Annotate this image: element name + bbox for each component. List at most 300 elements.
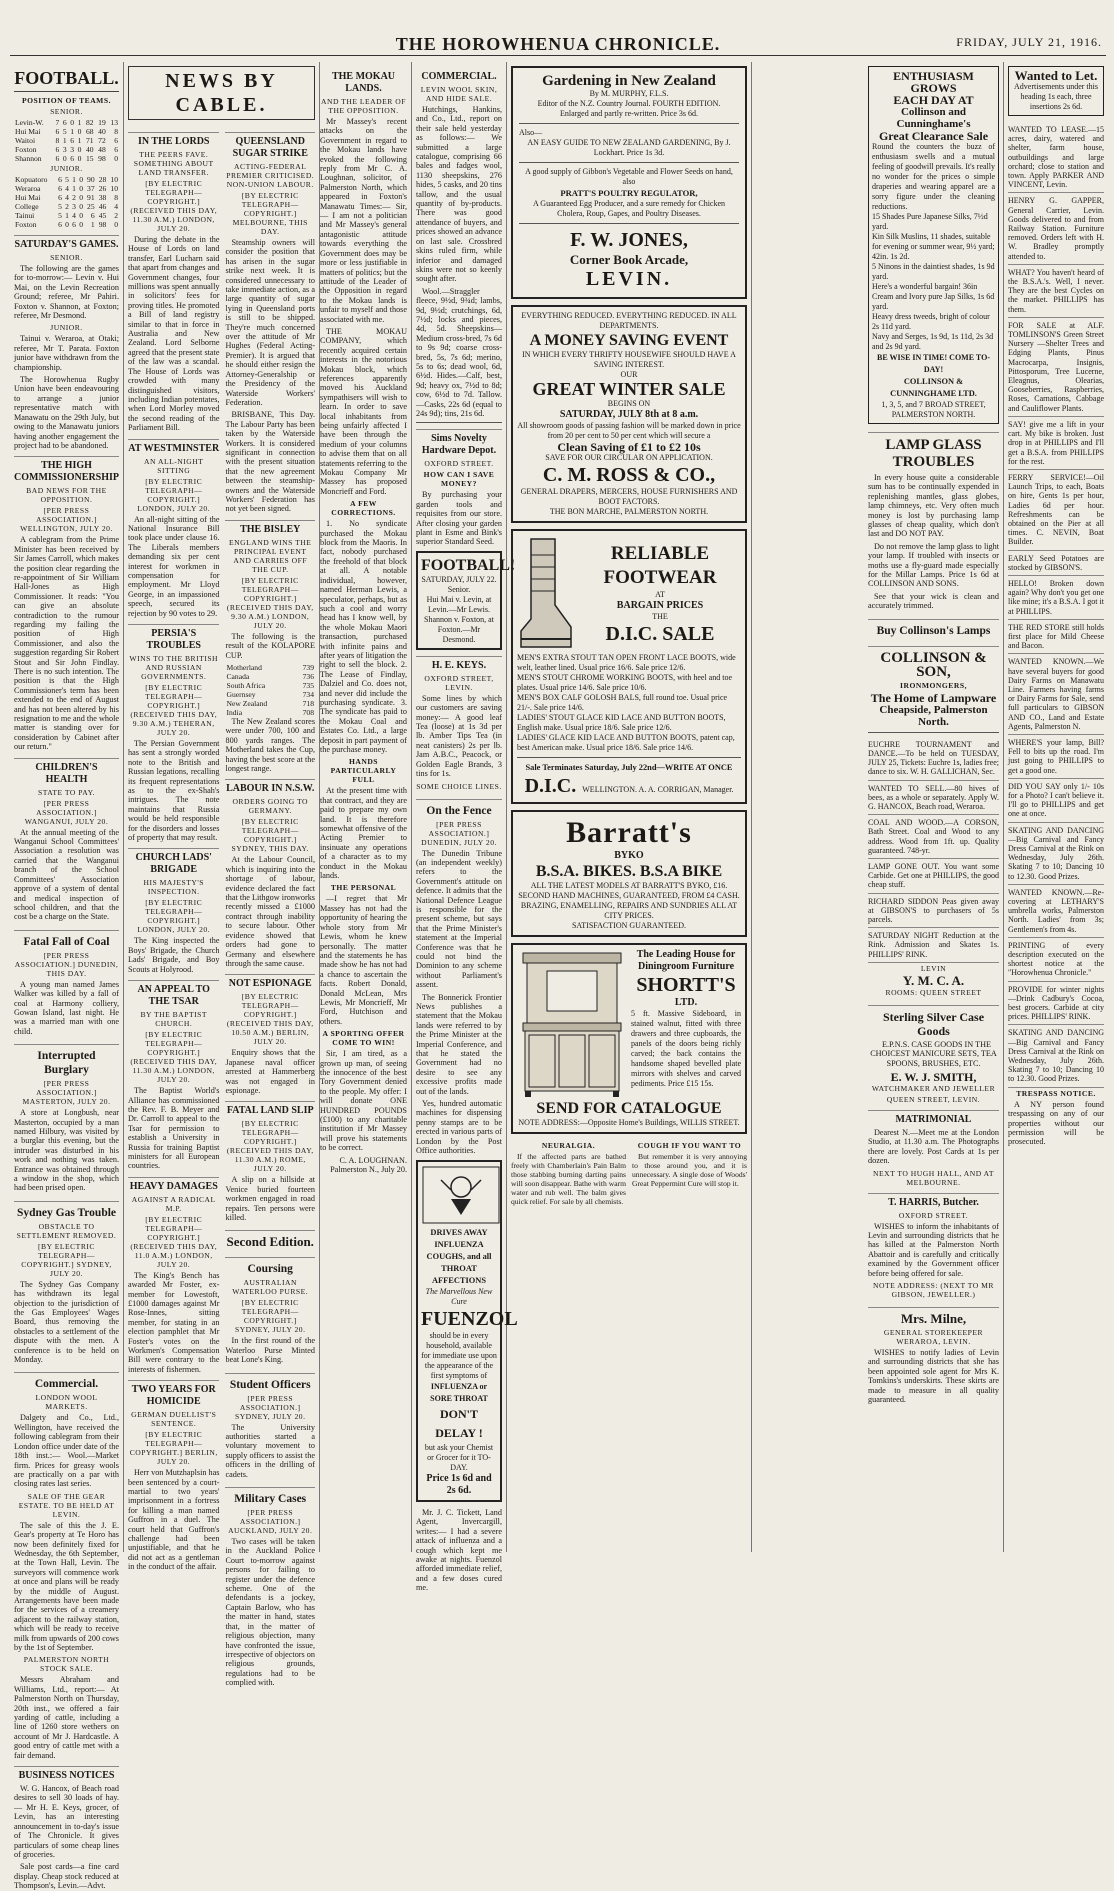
- column-display-ads: [507, 62, 752, 1552]
- labour-byline: [BY ELECTRIC TELEGRAPH—COPYRIGHT.] SYDNEY, THIS DAY.: [231, 817, 309, 854]
- classified-ad: HENRY G. GAPPER, General Carrier, Levin. Goods delivered to and from Railway Station. Furniture removed. Orders left with H. W. Bradley promptly attended to.: [1008, 193, 1104, 264]
- fuenzol-price: Price 1s 6d and 2s 6d.: [426, 1472, 492, 1496]
- fuenzol-marvellous: The Marvellous New Cure: [425, 1286, 493, 1306]
- table-cell: 3: [62, 145, 67, 154]
- table-cell: Kopuatoro: [15, 175, 48, 184]
- smith-trade: WATCHMAKER AND JEWELLER: [871, 1083, 996, 1093]
- damages-byline: [BY ELECTRIC TELEGRAPH—COPYRIGHT.] (RECEIVED THIS DAY, 11.0 A.M.) LONDON, JULY 20.: [130, 1214, 218, 1269]
- ross-bon: THE BON MARCHE, PALMERSTON NORTH.: [549, 507, 709, 516]
- jones-town: LEVIN.: [585, 268, 673, 290]
- table-cell: 10: [110, 184, 118, 193]
- stock-text: Messrs Abraham and Williams, Ltd., report:— At Palmerston North on Thursday, 20th inst., we offered a fair yarding of cattle, including a line of 1260 store wethers on account of Mr J. Hardcastle. A good entry of cattle met with a fair demand.: [14, 1675, 119, 1760]
- ch-byline: [PER PRESS ASSOCIATION.] WANGANUI, JULY 20.: [24, 798, 109, 826]
- second-edition: Second Edition.: [225, 1230, 315, 1249]
- dic-terminates: Sale Terminates Saturday, July 22nd—WRITE AT ONCE: [525, 763, 733, 772]
- barratt-bsa: B.S.A. BIKES. B.S.A BIKE: [535, 863, 723, 880]
- football-ad: [416, 551, 516, 650]
- table-cell: 2: [72, 193, 76, 202]
- table-cell: 25: [87, 202, 95, 211]
- matrimonial-text: Dearest N.—Meet me at the London Studio, at 11.30 a.m. The Photographs there are lovely. Post Cards at 1s per dozen.: [868, 1127, 999, 1166]
- gardening-easy: AN EASY GUIDE TO NEW ZEALAND GARDENING, By J. Lockhart. Price 1s 3d.: [527, 138, 731, 157]
- dic-bargain: BARGAIN PRICES: [616, 600, 704, 611]
- table-cell: 6: [114, 145, 118, 154]
- shortt-name: SHORTT'S: [636, 974, 736, 996]
- table-cell: 0: [79, 175, 83, 184]
- collinson-firm: COLLINSON & CUNNINGHAME LTD.: [890, 377, 977, 398]
- dic-item: LADIES' GLACE KID LACE AND BUTTON BOOTS, patent cap, best American make. Usual price 18/6. Sale price 14/6.: [517, 733, 735, 752]
- gear-sub: SALE OF THE GEAR ESTATE. TO BE HELD AT LEVIN.: [18, 1491, 115, 1519]
- lamp-text: In every house quite a considerable sum has to be continually expended in replenishing mantles, glass globes, lamp chimneys, etc. Very often much money is lost by purchasing lamp glasses of cheap quality, which don't last and DO NOT PAY.: [868, 473, 999, 539]
- collinson-text: Round the counters the buzz of enthusiasm swells and a mutual feeling of goodwill prevails. It's really no wonder for the prices o simple draperies and wearing apparel are a sorry figure under the cleaning reductions.: [872, 142, 995, 211]
- keys-address: OXFORD STREET, LEVIN.: [424, 673, 494, 692]
- gardening-edition: Editor of the N.Z. Country Journal. FOURTH EDITION.: [537, 99, 721, 108]
- sons-name: COLLINSON & SON,: [868, 646, 999, 679]
- boot-icon: [517, 535, 575, 653]
- lords-text: During the debate in the House of Lords on land transfer, Earl Lucharn said that apart from changes and Government changes, four millions was spent annually in solicitors' fees for proving titles. He promoted a Bill of land registry similar to that in force in Australia and New Zealand. Lord Selborne agreed that the present state of the law was a scandal. The House of Lords was crowded with many distinguished visitors, including Indian potentates, when Lord Morley moved the second reading of the Parliament Bill.: [128, 235, 220, 433]
- table-cell: 6: [55, 127, 60, 136]
- table-cell: 1: [77, 136, 82, 145]
- levin-label: LEVIN: [920, 963, 947, 973]
- collinson-buy: BE WISE IN TIME! COME TO-DAY!: [877, 353, 990, 374]
- classified-ad: SKATING AND DANCING—Big Carnival and Fancy Dress Carnival at the Rink on Wednesday, July 26th. Skating 7 to 10; Dancing 10 to 12.30. Good Prizes.: [1008, 1025, 1104, 1087]
- senior-row: [14, 127, 119, 136]
- collinson-name: Collinson and Cunninghame's: [896, 106, 971, 130]
- collinson-item: Navy and Serges, 1s 9d, 1s 11d, 2s 3d and 2s 9d yard.: [872, 332, 994, 351]
- senior-table: [14, 118, 119, 163]
- gas-byline: [BY ELECTRIC TELEGRAPH—COPYRIGHT.] SYDNEY, JULY 20.: [21, 1241, 112, 1278]
- gardening-pratts2: A Guaranteed Egg Producer, and a sure remedy for Chicken Cholera, Roup, Gapes, and Poultry Diseases.: [532, 199, 726, 218]
- smith-address: QUEEN STREET, LEVIN.: [886, 1094, 981, 1104]
- student-byline: [PER PRESS ASSOCIATION.] SYDNEY, JULY 20.: [234, 1393, 306, 1421]
- football-heading: FOOTBALL.: [14, 68, 119, 92]
- dic-headline2: FOOTWEAR: [603, 567, 717, 588]
- table-cell: 0: [79, 211, 83, 220]
- bn-heading: BUSINESS NOTICES: [14, 1766, 119, 1782]
- barratt-byko: BYKO: [614, 850, 644, 861]
- silver-text: E.P.N.S. CASE GOODS IN THE CHOICEST MANICURE SETS, TEA SPOONS, BRUSHES, ETC.: [870, 1039, 997, 1068]
- table-cell: 0: [79, 220, 83, 229]
- table-cell: New Zealand: [226, 699, 268, 708]
- markets-sub: LONDON WOOL MARKETS.: [35, 1393, 98, 1412]
- coursing-text: In the first round of the Waterloo Purse Minted beat Lone's King.: [225, 1336, 315, 1365]
- table-cell: 708: [302, 708, 314, 717]
- junior-row: [14, 184, 119, 193]
- table-cell: 15: [85, 154, 94, 163]
- matrimonial-heading: MATRIMONIAL: [868, 1110, 999, 1126]
- student-text: The University authorities started a voluntary movement to supply officers to assist the officers in the drilling of cadets.: [225, 1422, 315, 1479]
- hardware-save: HOW CAN I SAVE MONEY?: [423, 470, 495, 489]
- classified-ad: THE RED STORE still holds first place for Mild Cheese and Bacon.: [1008, 620, 1104, 655]
- ross-text: All showroom goods of passing fashion will be marked down in price from 20 per cent to 50 per cent which will secure a: [517, 421, 741, 440]
- table-cell: 1: [77, 118, 82, 127]
- classified-ad: WHERE'S your lamp, Bill? Fell to bits up the road. I'm just going to PHILLIPS to get a good one.: [1008, 735, 1104, 779]
- gardening-author: By M. MURPHY, F.L.S.: [589, 89, 669, 98]
- table-cell: Hui Mai: [15, 127, 41, 136]
- collinson-headline2: EACH DAY AT: [893, 93, 974, 107]
- classified-ad: EARLY Seed Potatoes are stocked by GIBSON'S.: [1008, 551, 1104, 576]
- shortt-ad: [511, 943, 747, 1134]
- bisley-text2: The New Zealand scores were under 700, 100 and 800 yards ranges. The Motherland takes the Cup, having the best score at the longest range.: [225, 717, 315, 774]
- sons-home: The Home of Lampware: [870, 690, 997, 705]
- tsar-byline: [BY ELECTRIC TELEGRAPH—COPYRIGHT.] (RECEIVED THIS DAY, 11.30 A.M.) LONDON, JULY 20.: [130, 1030, 218, 1085]
- table-cell: 8: [55, 136, 60, 145]
- table-cell: 0: [70, 118, 74, 127]
- bisley-row: [225, 681, 315, 690]
- table-cell: Waitoi: [15, 136, 36, 145]
- lords-byline: [BY ELECTRIC TELEGRAPH—COPYRIGHT.] (RECEIVED THIS DAY, 11.30 A.M.) LONDON, JULY 20.: [130, 179, 218, 233]
- table-cell: 6: [70, 154, 74, 163]
- collinson-headline1: ENTHUSIASM GROWS: [893, 69, 974, 95]
- table-cell: 1: [65, 211, 69, 220]
- commercial-text: Hutchings, Hankins, and Co., Ltd., report on their sale held yesterday as follows:— We submitted a large catalogue, comprising 66 bales and fadges wool, 1130 sheepskins, 276 hides, 5 casks, and 20 tins tallow, and the usual quantity of by-products. There was good attendance of buyers, and prices showed an advance on last sale. Crossbred skins ruled firm, while inferior and damaged skins were not so keenly sought after.: [416, 105, 502, 284]
- gas-heading: Sydney Gas Trouble: [14, 1201, 119, 1220]
- table-cell: 6: [90, 211, 95, 220]
- junior-row: [14, 175, 119, 184]
- espionage-text: Enquiry shows that the Japanese naval officer arrested at Hammerberg was not engaged in espionage.: [225, 1048, 315, 1095]
- fall-text: A young man named James Walker was killed by a fall of coal at Harmony colliery, Gowan Island, last night. He was a married man with one child.: [14, 979, 119, 1036]
- hands-text: At the present time with that contract, and they are paid to prepare my own land. It is therefore somewhat offensive of the Acting Premier to insinuate any operations of a character as to my conduct in the Mokau lands.: [320, 786, 407, 881]
- table-cell: 0: [114, 154, 118, 163]
- espionage-heading: NOT ESPIONAGE: [225, 974, 315, 990]
- keys-choice: SOME CHOICE LINES.: [416, 781, 502, 791]
- commercial-sub: LEVIN WOOL SKIN, AND HIDE SALE.: [420, 85, 498, 103]
- fuenzol-symptoms: INFLUENZA or SORE THROAT: [430, 1381, 488, 1403]
- ross-our: OUR: [620, 370, 638, 379]
- trespass-heading: TRESPASS NOTICE.: [1016, 1088, 1096, 1098]
- gardening-title: Gardening in New Zealand: [542, 73, 716, 89]
- classified-ad: WHAT? You haven't heard of the B.S.A.'s. Well, I never. They are the best Cycles on the market. PHILLIPS has them.: [1008, 265, 1104, 318]
- mokau-text: Mr Massey's recent attacks on the Government in regard to the Mokau lands have evoked the following reply from Mr C. A. Loughnan, solicitor, of Palmerston North, which appeared in Foxton's Manawatu Times:— Sir,— I am not a politician and Mr Massey's general antagonistic attitude towards everything the Government does may be more or less justifiable in matters of politics; but the attitude of the Leader of the Opposition in regard to the Mokau lands is unfair to myself and those associated with me.: [320, 117, 407, 324]
- table-cell: 1: [70, 127, 74, 136]
- classified-ad: SAY! give me a lift in your cart. My bike is broken. Just drop in at PHILLIPS and I'll get a B.S.A. from PHILLIPS for the rest.: [1008, 417, 1104, 470]
- brigade-sub: HIS MAJESTY'S INSPECTION.: [143, 878, 204, 897]
- bisley-row: [225, 672, 315, 681]
- table-cell: 98: [98, 154, 106, 163]
- ch-heading: CHILDREN'S HEALTH: [14, 758, 119, 786]
- homicide-heading: TWO YEARS FOR HOMICIDE: [128, 1380, 219, 1408]
- sugar-sub: ACTING-FEDERAL PREMIER CRITICISED. NON-UNION LABOUR.: [226, 162, 315, 189]
- table-cell: Hui Mai: [15, 193, 41, 202]
- dic-item: MEN'S BOX CALF GOLOSH BALS, full round toe. Usual price 21/-. Sale price 14/6.: [517, 693, 728, 712]
- junior-row: [14, 202, 119, 211]
- westminster-text: An all-night sitting of the National Insurance Bill took place under clause 16. The Liberals members demanding six per cent interest for workmen in compensation for employment. Mr Lloyd George, in an impassioned speech, secured its rejection by 90 votes to 29.: [128, 514, 220, 618]
- table-cell: 0: [79, 202, 83, 211]
- tsar-heading: AN APPEAL TO THE TSAR: [128, 980, 219, 1008]
- burglary-heading: Interrupted Burglary: [14, 1044, 119, 1077]
- damages-heading: HEAVY DAMAGES: [128, 1177, 219, 1193]
- table-cell: 46: [98, 202, 107, 211]
- hardware-text: By purchasing your garden tools and requisites from our store. After closing your garden plant in Esme and Bink's superior Standard Seed.: [416, 490, 502, 547]
- saturday-heading: SATURDAY'S GAMES.: [14, 235, 119, 251]
- table-cell: South Africa: [226, 681, 266, 690]
- lamp-heading: LAMP GLASS TROUBLES: [868, 432, 999, 471]
- labour-heading: LABOUR IN N.S.W.: [225, 779, 315, 795]
- classified-list: [1008, 122, 1104, 1088]
- lamp-text2: Do not remove the lamp glass to light your lamp. If troubled with insects or moths use a fly-guard made especially for the Millar Lamps. Price 1s 6d at COLLINSON AND SONS.: [868, 541, 999, 589]
- newspaper-title: THE HOROWHENUA CHRONICLE.: [395, 34, 721, 54]
- fuenzol-headline: DRIVES AWAY INFLUENZA COUGHS, and all THROAT AFFECTIONS: [426, 1227, 492, 1285]
- mokau-sub: AND THE LEADER OF THE OPPOSITION.: [321, 97, 406, 115]
- milne-name: Mrs. Milne,: [868, 1307, 999, 1326]
- burglary-text: A store at Longbush, near Masterton, occupied by a man named Hilbury, was visited by a burglar this evening, but the intruder was disturbed in his work and nothing was taken. Entrance was obtained through a window in the shop, which had been prised open.: [14, 1108, 119, 1193]
- table-cell: 735: [302, 681, 314, 690]
- stock-sub: PALMERSTON NORTH STOCK SALE.: [23, 1655, 110, 1674]
- table-cell: 6: [70, 136, 74, 145]
- classified-ad: WANTED TO LEASE.—15 acres, dairy, watered and shelter, farm house, outbuildings and large orchard; close to station and town. Apply PARKER AND VINCENT, Levin.: [1008, 122, 1104, 193]
- trespass-text: A NY person found trespassing on any of our properties without our permission will be prosecuted.: [1008, 1099, 1104, 1147]
- table-cell: 1: [62, 136, 67, 145]
- column-classifieds: [1004, 62, 1108, 1552]
- dic-the: THE: [652, 612, 668, 621]
- fuenzol-ask: but ask your Chemist or Grocer for it TO-DAY.: [424, 1442, 494, 1472]
- table-cell: 3: [70, 145, 74, 154]
- table-cell: College: [15, 202, 39, 211]
- table-cell: Motherland: [226, 663, 262, 672]
- gardening-also: Also—: [519, 128, 543, 137]
- classified-ad: DID YOU SAY only 1/- 10s for a Photo? I can't believe it. I'll go to PHILLIPS and get one at once.: [1008, 779, 1104, 823]
- landslip-text: A slip on a hillside at Venice buried fourteen workmen engaged in road repairs. Ten persons were killed.: [225, 1175, 315, 1222]
- hands-heading: HANDS PARTICULARLY FULL: [330, 757, 397, 785]
- table-cell: 736: [302, 672, 314, 681]
- saturday-junior-text: Tainui v. Weraroa, at Otaki; referee, Mr T. Parata. Foxton junior have withdrawn from the championship.: [14, 334, 119, 372]
- jones-sub: Corner Book Arcade,: [569, 252, 689, 267]
- junior-label: JUNIOR.: [50, 164, 83, 173]
- table-cell: 37: [87, 184, 95, 193]
- ross-ad: [511, 305, 747, 523]
- table-cell: 7: [55, 118, 60, 127]
- hc-byline: [PER PRESS ASSOCIATION.] WELLINGTON, JULY 20.: [20, 506, 113, 534]
- commercial-heading-2: COMMERCIAL.: [421, 71, 497, 82]
- dic-headline1: RELIABLE: [610, 543, 710, 564]
- westminster-sub: AN ALL-NIGHT SITTING: [144, 456, 204, 475]
- harris-street: OXFORD STREET.: [898, 1210, 969, 1220]
- column-mokau: [316, 62, 412, 1552]
- ch-text: At the annual meeting of the Wanganui School Committees' Association a resolution was carried that the Wanganui branch of the School Committees' Association approve of a system of dental and medical inspection of school children, and that the cost be a charge on the State.: [14, 827, 119, 922]
- barratt-text: ALL THE LATEST MODELS AT BARRATT'S BYKO, £16. SECOND HAND MACHINES, GUARANTEED, FROM £4 CASH. BRAZING, ENAMELLING, REPAIRS AND SUNDRIES ALL AT CITY PRICES.: [518, 881, 740, 920]
- damages-text: The King's Bench has awarded Mr Foster, ex-member for Lowestoft, £1000 damages against Mr Rose-Innes, sitting member, for stating in an election pamphlet that Mr Foster's votes on the Workmen's Compensation Bill were contrary to the interests of fishermen.: [128, 1270, 220, 1374]
- milne-trade: GENERAL STOREKEEPER WERAROA, LEVIN.: [883, 1328, 984, 1347]
- table-cell: 0: [65, 220, 69, 229]
- ross-sub: IN WHICH EVERY THRIFTY HOUSEWIFE SHOULD HAVE A SAVING INTEREST.: [522, 350, 736, 369]
- commercial-prices: Wool.—Straggler fleece, 9½d, 9¾d; lambs, 9d, 9½d; crutchings, 6d, 7½d; locks and pieces, 4d, 5d. Sheepskins—Medium cross-bred, 7s 6d to 9s 9d; coarse cross-bred, 5s, 7s 6d; merino, 5s to 6s; dead wool, 6d, 6½d. Hides.—Calf, best, 9d; heavy ox, 7½d to 8d; cow, 6½d to 7d. Tallow.—Casks, 22s 6d (equal to 24s 9d); tins, 21s 6d.: [416, 286, 502, 418]
- saturday-text: The following are the games for to-morrow:— Levin v. Hui Mai, on the Levin Recreation Ground; referee, Mr Pahiri. Foxton v. Shannon, at Foxton; referee, Mr Desmond.: [14, 264, 119, 321]
- fence-heading: On the Fence: [416, 799, 502, 818]
- ymca-rooms: ROOMS: QUEEN STREET: [885, 987, 982, 997]
- damages-sub: AGAINST A RADICAL M.P.: [131, 1194, 216, 1213]
- table-cell: 718: [302, 699, 314, 708]
- classified-ad: FERRY SERVICE!—Oil Launch Trips, to each, Boats on hire, Gents 1s per hour, Ladies 6d per hour. Refreshments can be obtained on the Pier at all times. C. NEVIN, Boat Builder.: [1008, 470, 1104, 551]
- military-text: Two cases will be taken in the Auckland Police Court to-morrow against persons for failing to register under the defence scheme. One of the defendants is a jockey, Captain Barlow, who has the matter in hand, states that, in the matter of religious objection, many have confronted the issue, irrespective of objectors on religious grounds, regulations had to be complied with.: [225, 1537, 315, 1688]
- coursing-byline: [BY ELECTRIC TELEGRAPH—COPYRIGHT.] SYDNEY, JULY 20.: [234, 1298, 306, 1335]
- dic-sale: D.I.C. SALE: [605, 623, 715, 645]
- siddon-ad: RICHARD SIDDON Peas given away at GIBSON'S to purchasers of 5s parcels.: [868, 894, 999, 929]
- dic-ad: [511, 529, 747, 804]
- table-cell: 739: [302, 663, 314, 672]
- collinson-items: [872, 212, 995, 352]
- table-cell: 5: [65, 175, 69, 184]
- personal-heading: THE PERSONAL: [330, 883, 397, 893]
- issue-date: FRIDAY, JULY 21, 1916.: [956, 35, 1102, 49]
- table-cell: 0: [77, 145, 82, 154]
- column-football: [10, 62, 124, 1891]
- wanted-sell-ad: WANTED TO SELL.—80 hives of bees, as a whole or separately. Apply W. G. HANCOX, Beach road, Weraroa.: [868, 781, 999, 816]
- barratt-guarantee: SATISFACTION GUARANTEED.: [571, 921, 687, 930]
- dic-address: WELLINGTON. A. A. CORRIGAN, Manager.: [582, 785, 734, 794]
- dic-at: AT: [655, 590, 665, 599]
- ross-circular: SAVE FOR OUR CIRCULAR ON APPLICATION.: [545, 453, 713, 462]
- ross-begins: BEGINS ON: [607, 399, 651, 408]
- persia-byline: [BY ELECTRIC TELEGRAPH—COPYRIGHT.] (RECEIVED THIS DAY, 9.30 A.M.) TEHERAN, JULY 20.: [130, 683, 218, 737]
- gardening-seeds: A good supply of Gibbon's Vegetable and Flower Seeds on hand, also: [525, 167, 733, 186]
- table-cell: 28: [98, 175, 107, 184]
- bisley-row: [225, 699, 315, 708]
- lords-heading: IN THE LORDS: [128, 132, 219, 148]
- dic-item: LADIES' STOUT GLACE KID LACE AND BUTTON BOOTS, English make. Usual price 18/6. Sale price 12/6.: [517, 713, 726, 732]
- bisley-text: The following is the result of the KOLAPORE CUP.: [225, 631, 315, 660]
- table-cell: 3: [72, 202, 76, 211]
- collinson-item: Kin Silk Muslins, 11 shades, suitable for evening or summer wear, 9½ yard; 42in. 1s 2d.: [872, 232, 995, 261]
- table-cell: 0: [114, 220, 118, 229]
- labour-sub: ORDERS GOING TO GERMANY.: [232, 797, 309, 816]
- cable-banner: NEWS BY CABLE.: [128, 66, 315, 120]
- table-cell: 4: [114, 202, 118, 211]
- bisley-row: [225, 690, 315, 699]
- sugar-heading: QUEENSLAND SUGAR STRIKE: [225, 132, 315, 160]
- bisley-sub: ENGLAND WINS THE PRINCIPAL EVENT AND CARRIES OFF THE CUP.: [229, 537, 312, 574]
- fuenzol-name: FUENZOL: [421, 1307, 518, 1330]
- bisley-row: [225, 708, 315, 717]
- rink-ad: SATURDAY NIGHT Reduction at the Rink. Admission and Skates 1s. PHILLIPS' RINK.: [868, 928, 999, 963]
- commercial-heading: Commercial.: [14, 1372, 119, 1391]
- bisley-heading: THE BISLEY: [225, 520, 315, 536]
- dic-item: MEN'S STOUT CHROME WORKING BOOTS, with heel and toe plates. Usual price 14/6. Sale price 10/6.: [517, 673, 732, 692]
- tsar-sub: BY THE BAPTIST CHURCH.: [140, 1010, 207, 1029]
- hardware-street: OXFORD STREET.: [424, 459, 494, 469]
- sugar-text: Steamship owners will consider the position that has arisen in the sugar strike next week. It is considered unnecessary to take immediate action, as a large quantity of sugar lying in Queensland ports is still to be shipped. They're much concerned over the attitude of Mr Hughes (Federal Acting-Premier). It is argued that he should either resign the Attorney-Generalship or the Presidency of the Waterside Workers' Federation.: [225, 238, 315, 407]
- senior-row: [14, 154, 119, 163]
- sons-address: Cheapside, Palmerston North.: [879, 703, 988, 728]
- landslip-heading: FATAL LAND SLIP: [225, 1101, 315, 1117]
- table-cell: 6: [55, 154, 60, 163]
- table-cell: 6: [58, 175, 62, 184]
- table-cell: 6: [114, 136, 118, 145]
- harris-text: WISHES to inform the inhabitants of Levin and surrounding districts that he has killed at the Palmerston North Abattoir and is carefully and critically examined by the Government officer before being offered for sale.: [868, 1221, 999, 1278]
- table-cell: 6: [55, 145, 60, 154]
- table-cell: 6: [72, 220, 76, 229]
- bisley-byline: [BY ELECTRIC TELEGRAPH—COPYRIGHT.] (RECEIVED THIS DAY, 9.30 A.M.) LONDON, JULY 20.: [226, 575, 314, 630]
- classified-ad: SKATING AND DANCING—Big Carnival and Fancy Dress Carnival at the Rink on Wednesday, July 26th. Skating 7 to 10; Dancing 10 to 12.30. Good Prizes.: [1008, 823, 1104, 885]
- table-cell: 26: [98, 184, 107, 193]
- lamp-gone-ad: LAMP GONE OUT. You want some Carbide. Get one at PHILLIPS, the good cheap stuff.: [868, 859, 999, 894]
- table-cell: 8: [114, 127, 118, 136]
- persia-sub: WINS TO THE BRITISH AND RUSSIAN GOVERNMENTS.: [129, 654, 219, 681]
- table-cell: 5: [58, 211, 62, 220]
- collinson-item: Heavy dress tweeds, bright of colour 2s 11d yard.: [872, 312, 990, 331]
- position-heading: POSITION OF TEAMS.: [22, 96, 111, 105]
- bn-text: W. G. Hancox, of Beach road desires to sell 30 loads of hay.— Mr H. E. Keys, grocer, of Levin, has an interesting announcement in to-day's issue of The Chronicle. It gives particulars of some cheap lines of groceries.: [14, 1784, 119, 1859]
- jones-name: F. W. JONES,: [570, 229, 688, 251]
- corrections-text: 1. No syndicate purchased the Mokau block from the Maoris. In fact, nobody purchased the freehold of that block at all. A notable individual, however, named Herman Lewis, a speculator, perhaps, but as such a cool and worry head has I know well, by the whole Mokau Maori transaction, purchased with infinite pains and after years of litigation the right to sell the block. 2. The Lease of Findlay, Dalziel and Co. does not, and never did include the purchasing syndicate. 3. The syndicate has paid to the Mokau Coal and Estates Co. Ltd., a large deposit in part payment of the purchase money.: [320, 519, 407, 754]
- classified-ad: FOR SALE at ALF. TOMLINSON'S Green Street Nursery —Shelter Trees and Edging Plants, Pinus Macrocarpa, Insignis, Pittosporum, Tree Lucerne, Eleagnus, Olearias, Gooseberries, Raspberries, Roses, Carnations, Cabbage and Cauliflower Plants.: [1008, 318, 1104, 417]
- collinson-address: 1, 3, 5, and 7 BROAD STREET, PALMERSTON NORTH.: [881, 400, 986, 419]
- dic-item: MEN'S EXTRA STOUT TAN OPEN FRONT LACE BOOTS, wide welt, leather lined. Usual price 16/6. Sale price 12/6.: [517, 653, 736, 672]
- table-cell: 2: [65, 202, 69, 211]
- shortt-send: SEND FOR CATALOGUE: [536, 1100, 722, 1117]
- football-ad-title: FOOTBALL!: [421, 556, 516, 574]
- table-cell: 98: [98, 220, 107, 229]
- smith-name: E. W. J. SMITH,: [890, 1069, 977, 1084]
- table-cell: 1: [72, 175, 76, 184]
- ross-sale: GREAT WINTER SALE: [532, 379, 726, 399]
- fuenzol-testimonial: Mr. J. C. Tickett, Land Agent, Invercargill, writes:— I had a severe attack of influenza and a cough which kept me awake at nights. Fuenzol afforded immediate relief, and a few doses cured me.: [416, 1507, 502, 1593]
- table-cell: 4: [65, 193, 69, 202]
- table-cell: 6: [62, 118, 67, 127]
- sons-trade: IRONMONGERS,: [900, 680, 967, 690]
- brigade-heading: CHURCH LADS' BRIGADE: [128, 848, 219, 876]
- sugar-text2: BRISBANE, This Day. The Labour Party has been taken by the Waterside Workers. It is considered significant in connection with the present situation that the new agreement between the steamship-owners and the Waterside Workers' Federation has not yet been signed.: [225, 410, 315, 514]
- milne-text: WISHES to notify ladies of Levin and surrounding districts that she has been appointed sole agent for Mrs K. Tomkins's underskirts. These skirts are made to measure in all quality guaranteed.: [868, 1348, 999, 1405]
- wanted-heading: Wanted to Let.: [1014, 68, 1098, 83]
- hc-sub: BAD NEWS FOR THE OPPOSITION.: [26, 486, 107, 505]
- table-cell: 13: [110, 118, 118, 127]
- saturday-rugby: The Horowhenua Rugby Union have been endeavouring to arrange a junior representative match with Manawatu on the 29th July, but owing to the Manawatu juniors having another engagement the project had to be abandoned.: [14, 375, 119, 450]
- table-cell: 71: [85, 136, 94, 145]
- table-cell: 19: [98, 118, 106, 127]
- table-cell: 734: [302, 690, 314, 699]
- ross-headline: A MONEY SAVING EVENT: [529, 332, 729, 349]
- sideboard-icon: [517, 949, 627, 1099]
- ross-clean: Clean Saving of £1 to £2 10s: [557, 440, 701, 454]
- classified-ad: WANTED KNOWN.—Re-covering at LETHARY'S umbrella works, Palmerston North. Ladies' from 3s; Gentlemen's from 4s.: [1008, 885, 1104, 938]
- table-cell: 4: [72, 211, 76, 220]
- table-cell: Guernsey: [226, 690, 256, 699]
- bisley-row: [225, 663, 315, 672]
- collinson-item: 5 Ninons in the daintiest shades, 1s 9d yard.: [872, 262, 995, 281]
- labour-text: At the Labour Council, which is inquiring into the shortage of labour, evidence declared the fact that the Lithgow ironworks recently missed a £1000 contract through inability to secure labour. Other evidence showed that orders had gone to Germany and elsewhere through the same cause.: [225, 855, 315, 968]
- football-ad-sub: Senior.: [447, 584, 471, 594]
- persia-heading: PERSIA'S TROUBLES: [128, 624, 219, 652]
- senior-row: [14, 136, 119, 145]
- table-cell: 5: [62, 127, 67, 136]
- masthead: [10, 34, 1106, 56]
- homicide-byline: [BY ELECTRIC TELEGRAPH—COPYRIGHT.] BERLIN, JULY 20.: [129, 1430, 218, 1467]
- bn-footer: Sale post cards—a fine card display. Cheap stock reduced at Thompson's, Levin.—Advt.: [14, 1862, 119, 1891]
- fuenzol-household: should be in every household, available for immediate use upon the appearance of the first symptoms of: [421, 1330, 497, 1380]
- table-cell: 38: [98, 193, 107, 202]
- table-cell: 6: [58, 220, 62, 229]
- saturday-senior: SENIOR.: [50, 253, 83, 262]
- mokau-text2: THE MOKAU COMPANY, which recently acquired certain interests in the notorious Mokau block, which references apparently moved his Auckland sympathisers will wish to learn. In order to save local inhabitants from being unfairly affected I have been through the medium of your columns to advise them that on all statements referring to the Mokau Company Mr Massey has proposed Moncrieff and Ford.: [320, 326, 407, 496]
- classified-ad: WANTED KNOWN.—We have several buyers for good Dairy Farms on Manawatu Line. Farmers having farms or Dairy Farms for Sale, send full particulars to GIBSON AND CO., Land and Estate Agents, Palmerston N.: [1008, 654, 1104, 735]
- junior-row: [14, 211, 119, 220]
- senior-label: SENIOR.: [50, 107, 83, 116]
- table-cell: 10: [110, 175, 118, 184]
- ymca-label: Y. M. C. A.: [902, 972, 965, 988]
- shortt-text: 5 ft. Massive Sideboard, in stained walnut, fitted with three drawers and three cupboards, the panels of the doors being richly carved; the back contains the handsome shaped bevelled plate mirrors with shelves and carved pediments. Price £15 15s.: [631, 1009, 741, 1088]
- lamp-text3: See that your wick is clean and accurately trimmed.: [868, 591, 999, 611]
- football-ad-matches: Hui Mai v. Levin, at Levin.—Mr Lewis. Shannon v. Foxton, at Foxton.—Mr Desmond.: [424, 594, 494, 644]
- table-cell: 1: [90, 220, 95, 229]
- classified-ad: PRINTING of every description executed on the shortest notice at the "Horowhenua Chronicle.": [1008, 938, 1104, 982]
- harris-name: T. HARRIS, Butcher.: [868, 1193, 999, 1209]
- dic-items: [517, 653, 741, 753]
- shortt-leading: The Leading House for Diningroom Furniture: [636, 949, 736, 972]
- burglary-byline: [PER PRESS ASSOCIATION.] MASTERTON, JULY 20.: [22, 1079, 111, 1107]
- ch-sub: STATE TO PAY.: [37, 787, 96, 797]
- junior-table: [14, 175, 119, 229]
- shortt-ltd: LTD.: [674, 997, 698, 1008]
- military-heading: Military Cases: [225, 1487, 315, 1506]
